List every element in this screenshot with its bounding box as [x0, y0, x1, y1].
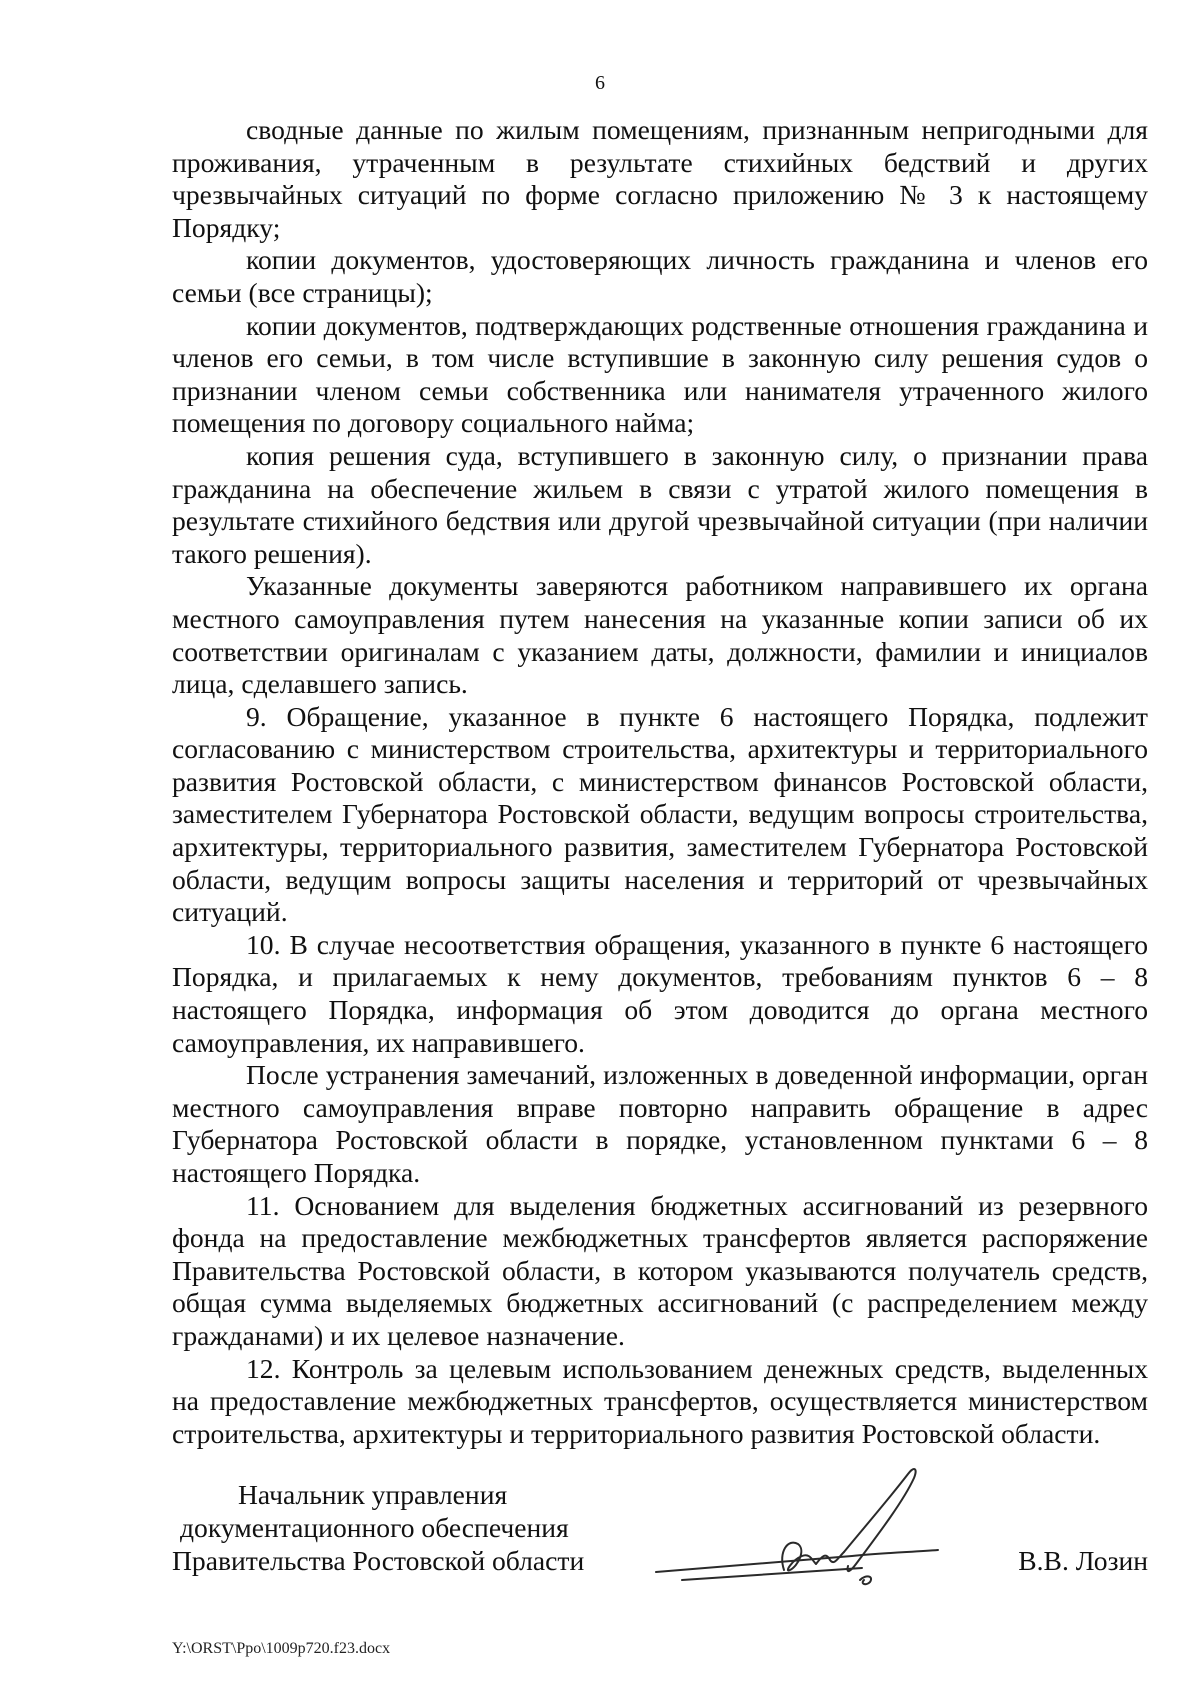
- paragraph-item-9: 9. Обращение, указанное в пункте 6 настоящего Порядка, подлежит согласованию с министерством строительства, архитектуры и территориального развития Ростовской области, с министерством финансов Ростовской области, заместителем Губернатора Ростовской области, ведущим вопросы строительства, архитектуры, территориального развития, заместителем Губернатора Ростовской области, ведущим вопросы защиты населения и территорий от чрезвычайных ситуаций.: [172, 700, 1148, 928]
- document-body: [172, 114, 1148, 1450]
- paragraph-resubmission: После устранения замечаний, изложенных в доведенной информации, орган местного самоуправления вправе повторно направить обращение в адрес Губернатора Ростовской области в порядке, установленном пунктами 6 – 8 настоящего Порядка.: [172, 1059, 1148, 1188]
- paragraph-item-11: 11. Основанием для выделения бюджетных ассигнований из резервного фонда на предоставление межбюджетных трансфертов является распоряжение Правительства Ростовской области, в котором указываются получатель средств, общая сумма выделяемых бюджетных ассигнований (с распределением между гражданами) и их целевое назначение.: [172, 1189, 1148, 1351]
- signatory-title-line: Начальник управления: [238, 1479, 508, 1510]
- signatory-title: [172, 1478, 584, 1577]
- signatory-name: В.В. Лозин: [1018, 1545, 1148, 1576]
- paragraph-identity-documents: копии документов, удостоверяющих личность гражданина и членов его семьи (все страницы);: [172, 244, 1148, 308]
- signatory-title-line: Правительства Ростовской области: [172, 1545, 585, 1576]
- paragraph-item-12: 12. Контроль за целевым использованием денежных средств, выделенных на предоставление межбюджетных трансфертов, осуществляется министерством строительства, архитектуры и территориального развития Ростовской области.: [172, 1352, 1148, 1449]
- file-path: Y:\ORST\Ppo\1009p720.f23.docx: [172, 1640, 391, 1657]
- paragraph-kinship-documents: копии документов, подтверждающих родственные отношения гражданина и членов его семьи, в том числе вступившие в законную силу решения судов о признании членом семьи собственника или нанимателя утраченного жилого помещения по договору социального найма;: [172, 309, 1148, 439]
- handwritten-signature: [652, 1460, 942, 1620]
- paragraph-certification: Указанные документы заверяются работником направившего их органа местного самоуправления путем нанесения на указанные копии записи об их соответствии оригиналам с указанием даты, должности, фамилии и инициалов лица, сделавшего запись.: [172, 570, 1148, 700]
- paragraph-item-10: 10. В случае несоответствия обращения, указанного в пункте 6 настоящего Порядка, и прилагаемых к нему документов, требованиям пунктов 6 – 8 настоящего Порядка, информация об этом доводится до органа местного самоуправления, их направившего.: [172, 928, 1148, 1058]
- paragraph-court-decision: копия решения суда, вступившего в законную силу, о признании права гражданина на обеспечение жильем в связи с утратой жилого помещения в результате стихийного бедствия или другой чрезвычайной ситуации (при наличии такого решения).: [172, 439, 1148, 569]
- signatory-title-line: документационного обеспечения: [180, 1512, 569, 1543]
- signature-block: [172, 1478, 1148, 1608]
- paragraph-summary-data: сводные данные по жилым помещениям, признанным непригодными для проживания, утраченным в результате стихийных бедствий и других чрезвычайных ситуаций по форме согласно приложению № 3 к настоящему Порядку;: [172, 114, 1148, 243]
- page-number: 6: [595, 72, 605, 94]
